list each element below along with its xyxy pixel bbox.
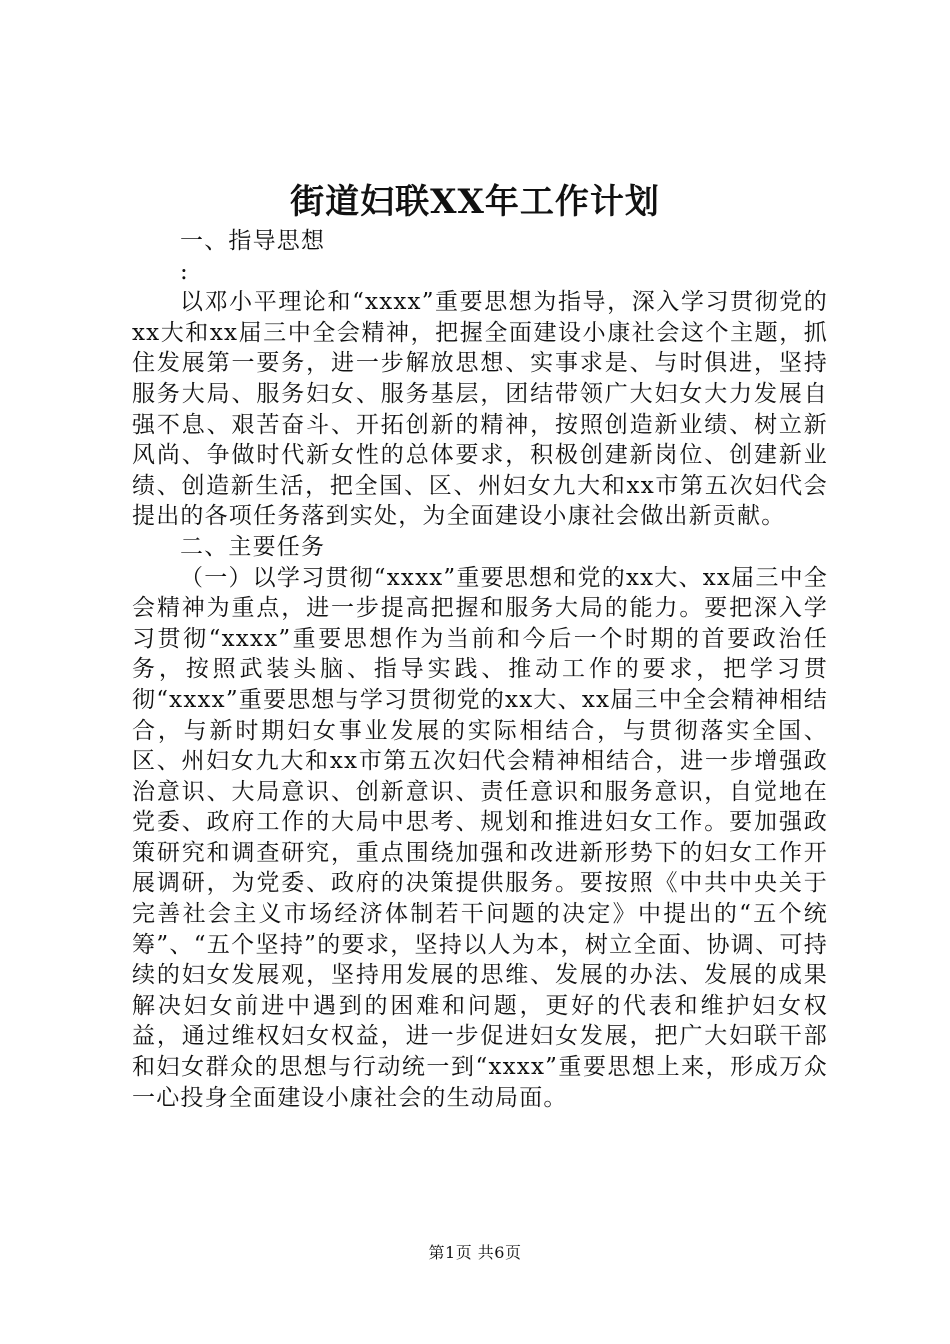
document-body — [132, 226, 828, 1113]
document-title: 街道妇联XX年工作计划 — [290, 182, 660, 222]
section-colon: : — [180, 258, 189, 285]
page-footer: 第1页 共6页 — [428, 1243, 522, 1262]
section-heading-guiding-thought: 一、指导思想 — [180, 228, 326, 254]
section-heading-main-tasks: 二、主要任务 — [180, 533, 326, 560]
paragraph-main-tasks-1: （一）以学习贯彻“xxxx”重要思想和党的xx大、xx届三中全会精神为重点，进一步提高把握和服务大局的能力。要把深入学习贯彻“xxxx”重要思想作为当前和今后一个时期的首要政治任务，按照武装头脑、指导实践、推动工作的要求，把学习贯彻“xxxx”重要思想与学习贯彻党的xx大、xx届三中全会精神相结合，与新时期妇女事业发展的实际相结合，与贯彻落实全国、区、州妇女九大和xx市第五次妇代会精神相结合，进一步增强政治意识、大局意识、创新意识、责任意识和服务意识，自觉地在党委、政府工作的大局中思考、规划和推进妇女工作。要加强政策研究和调查研究，重点围绕加强和改进新形势下的妇女工作开展调研，为党委、政府的决策提供服务。要按照《中共中央关于完善社会主义市场经济体制若干问题的决定》中提出的“五个统筹”、“五个坚持”的要求，坚持以人为本，树立全面、协调、可持续的妇女发展观，坚持用发展的思维、发展的办法、发展的成果解决妇女前进中遇到的困难和问题，更好的代表和维护妇女权益，通过维权妇女权益，进一步促进妇女发展，把广大妇联干部和妇女群众的思想与行动统一到“xxxx”重要思想上来，形成万众一心投身全面建设小康社会的生动局面。 — [132, 564, 828, 1111]
paragraph-guiding-thought: 以邓小平理论和“xxxx”重要思想为指导，深入学习贯彻党的xx大和xx届三中全会精神，把握全面建设小康社会这个主题，抓住发展第一要务，进一步解放思想、实事求是、与时俱进，坚持服务大局、服务妇女、服务基层，团结带领广大妇女大力发展自强不息、艰苦奋斗、开拓创新的精神，按照创造新业绩、树立新风尚、争做时代新女性的总体要求，积极创建新岗位、创建新业绩、创造新生活，把全国、区、州妇女九大和xx市第五次妇代会提出的各项任务落到实处，为全面建设小康社会做出新贡献。 — [132, 289, 828, 530]
